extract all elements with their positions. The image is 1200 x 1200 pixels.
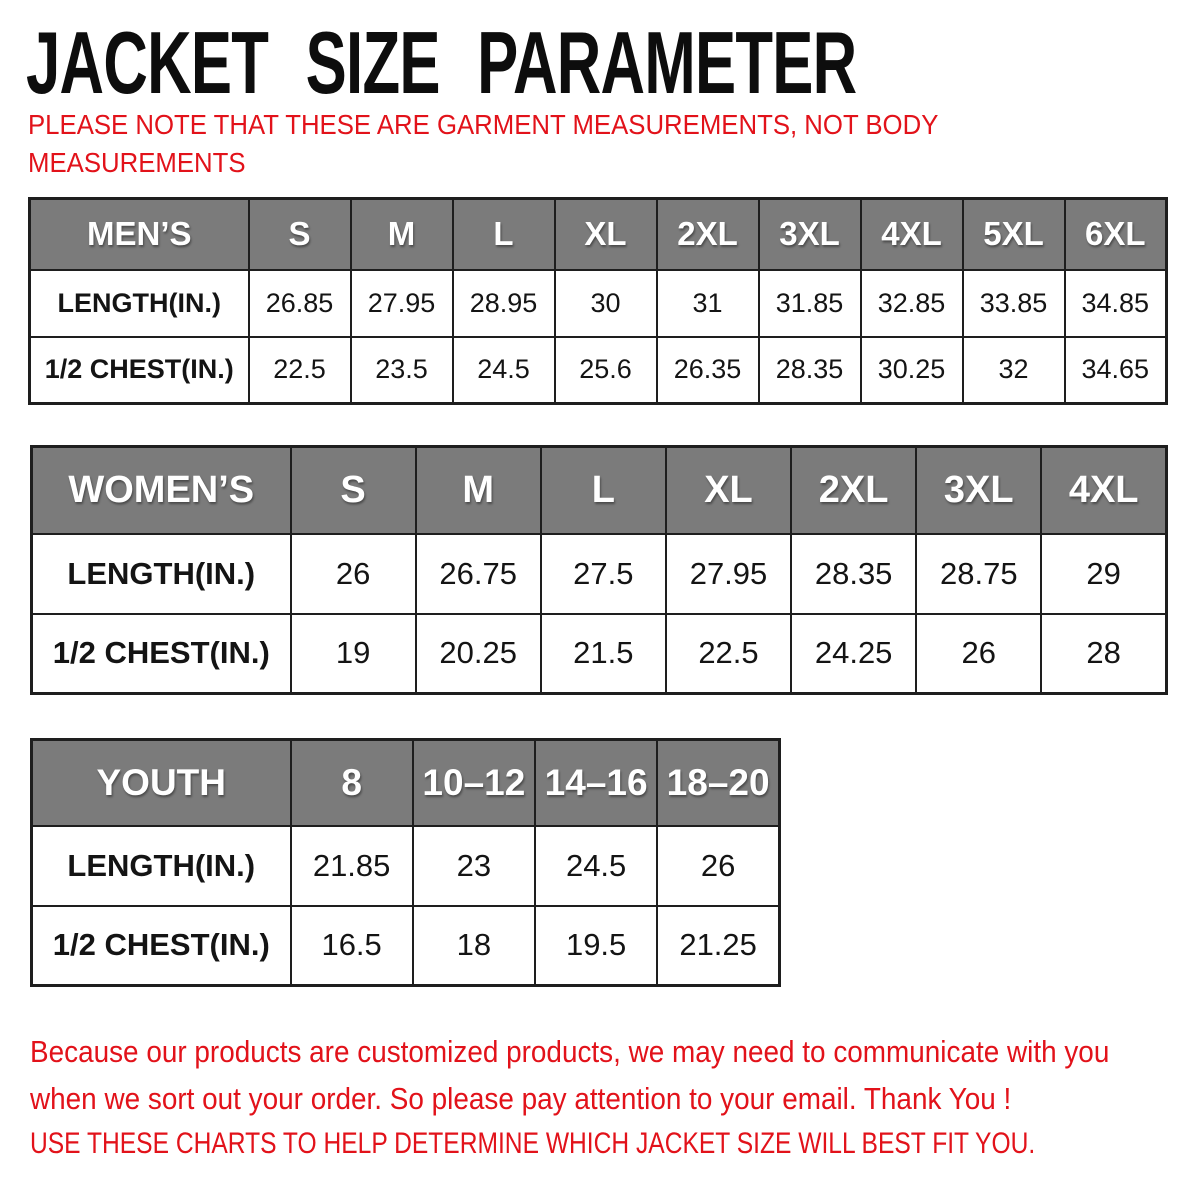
header-row bbox=[32, 740, 780, 826]
row-label-cell: LENGTH(IN.) bbox=[32, 534, 291, 614]
measurement-cell: 27.95 bbox=[351, 270, 453, 337]
usage-hint-text: USE THESE CHARTS TO HELP DETERMINE WHICH JACKET SIZE WILL BEST FIT YOU. bbox=[30, 1127, 1036, 1160]
size-header-cell: XL bbox=[666, 447, 791, 534]
size-header-cell: M bbox=[416, 447, 541, 534]
measurement-cell: 32.85 bbox=[861, 270, 963, 337]
garment-note-line1: PLEASE NOTE THAT THESE ARE GARMENT MEASUREMENTS, NOT BODY bbox=[28, 109, 939, 140]
group-title-cell: WOMEN’S bbox=[32, 447, 291, 534]
size-header-cell: L bbox=[453, 199, 555, 270]
row-label-cell: 1/2 CHEST(IN.) bbox=[32, 906, 291, 986]
size-table-youth bbox=[30, 738, 781, 987]
size-header-cell: M bbox=[351, 199, 453, 270]
measurement-cell: 21.5 bbox=[541, 614, 666, 694]
measurement-cell: 21.25 bbox=[657, 906, 779, 986]
measurement-cell: 23.5 bbox=[351, 337, 453, 404]
measurement-cell: 23 bbox=[413, 826, 535, 906]
row-label-cell: 1/2 CHEST(IN.) bbox=[32, 614, 291, 694]
page-title: JACKET SIZE PARAMETER bbox=[26, 13, 857, 112]
size-header-cell: 2XL bbox=[657, 199, 759, 270]
size-table bbox=[28, 197, 1168, 405]
measurement-cell: 33.85 bbox=[963, 270, 1065, 337]
size-table bbox=[30, 445, 1168, 695]
measurement-cell: 28.95 bbox=[453, 270, 555, 337]
measurement-cell: 19.5 bbox=[535, 906, 657, 986]
measurement-cell: 21.85 bbox=[291, 826, 413, 906]
measurement-cell: 31 bbox=[657, 270, 759, 337]
table-row bbox=[30, 270, 1167, 337]
measurement-cell: 34.85 bbox=[1065, 270, 1167, 337]
customization-notice-line1: Because our products are customized products, we may need to communicate with you bbox=[30, 1034, 1110, 1069]
size-header-cell: 2XL bbox=[791, 447, 916, 534]
size-header-cell: 5XL bbox=[963, 199, 1065, 270]
measurement-cell: 32 bbox=[963, 337, 1065, 404]
measurement-cell: 18 bbox=[413, 906, 535, 986]
size-table-mens bbox=[28, 197, 1168, 405]
measurement-cell: 24.25 bbox=[791, 614, 916, 694]
size-header-cell: 3XL bbox=[916, 447, 1041, 534]
size-table-womens bbox=[30, 445, 1168, 695]
table-row bbox=[32, 906, 780, 986]
measurement-cell: 20.25 bbox=[416, 614, 541, 694]
table-row bbox=[32, 826, 780, 906]
size-header-cell: 6XL bbox=[1065, 199, 1167, 270]
size-header-cell: L bbox=[541, 447, 666, 534]
size-header-cell: 4XL bbox=[1041, 447, 1166, 534]
group-title-cell: MEN’S bbox=[30, 199, 249, 270]
size-header-cell: XL bbox=[555, 199, 657, 270]
size-header-cell: 4XL bbox=[861, 199, 963, 270]
table-row bbox=[30, 337, 1167, 404]
measurement-cell: 26 bbox=[916, 614, 1041, 694]
measurement-cell: 27.5 bbox=[541, 534, 666, 614]
size-header-cell: 14–16 bbox=[535, 740, 657, 826]
header-row bbox=[30, 199, 1167, 270]
measurement-cell: 27.95 bbox=[666, 534, 791, 614]
size-header-cell: 10–12 bbox=[413, 740, 535, 826]
size-header-cell: S bbox=[249, 199, 351, 270]
measurement-cell: 28 bbox=[1041, 614, 1166, 694]
measurement-cell: 26.35 bbox=[657, 337, 759, 404]
measurement-cell: 28.35 bbox=[759, 337, 861, 404]
row-label-cell: 1/2 CHEST(IN.) bbox=[30, 337, 249, 404]
garment-note-line2: MEASUREMENTS bbox=[28, 147, 246, 178]
measurement-cell: 28.75 bbox=[916, 534, 1041, 614]
header-row bbox=[32, 447, 1167, 534]
measurement-cell: 25.6 bbox=[555, 337, 657, 404]
table-row bbox=[32, 614, 1167, 694]
measurement-cell: 19 bbox=[291, 614, 416, 694]
measurement-cell: 24.5 bbox=[453, 337, 555, 404]
measurement-cell: 26.75 bbox=[416, 534, 541, 614]
size-header-cell: 8 bbox=[291, 740, 413, 826]
table-row bbox=[32, 534, 1167, 614]
size-table bbox=[30, 738, 781, 987]
measurement-cell: 26 bbox=[657, 826, 779, 906]
measurement-cell: 30 bbox=[555, 270, 657, 337]
measurement-cell: 22.5 bbox=[666, 614, 791, 694]
measurement-cell: 22.5 bbox=[249, 337, 351, 404]
garment-note bbox=[28, 106, 1018, 182]
measurement-cell: 34.65 bbox=[1065, 337, 1167, 404]
title-block bbox=[26, 12, 1200, 114]
measurement-cell: 29 bbox=[1041, 534, 1166, 614]
size-header-cell: S bbox=[291, 447, 416, 534]
measurement-cell: 31.85 bbox=[759, 270, 861, 337]
customization-notice bbox=[30, 1028, 1200, 1122]
row-label-cell: LENGTH(IN.) bbox=[32, 826, 291, 906]
measurement-cell: 26.85 bbox=[249, 270, 351, 337]
measurement-cell: 24.5 bbox=[535, 826, 657, 906]
group-title-cell: YOUTH bbox=[32, 740, 291, 826]
measurement-cell: 26 bbox=[291, 534, 416, 614]
row-label-cell: LENGTH(IN.) bbox=[30, 270, 249, 337]
measurement-cell: 30.25 bbox=[861, 337, 963, 404]
measurement-cell: 16.5 bbox=[291, 906, 413, 986]
size-header-cell: 18–20 bbox=[657, 740, 779, 826]
measurement-cell: 28.35 bbox=[791, 534, 916, 614]
usage-hint bbox=[30, 1124, 1200, 1164]
size-header-cell: 3XL bbox=[759, 199, 861, 270]
customization-notice-line2: when we sort out your order. So please pay attention to your email. Thank You ! bbox=[30, 1081, 1012, 1116]
